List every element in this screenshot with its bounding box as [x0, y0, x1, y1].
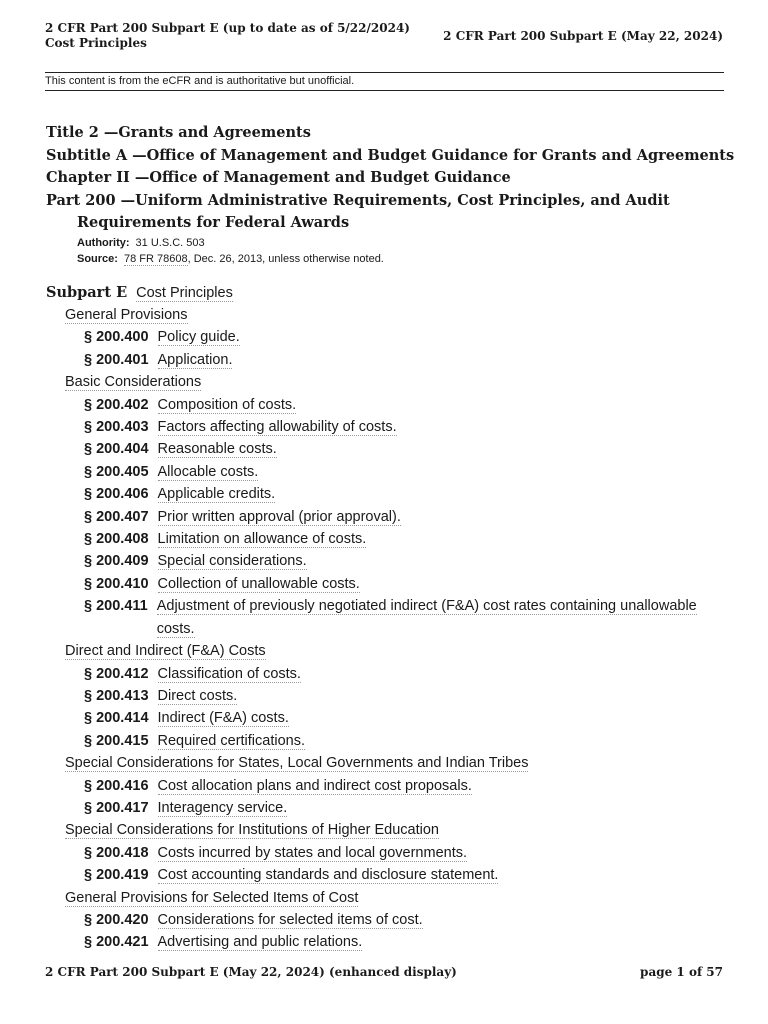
section-title-link[interactable]: Indirect (F&A) costs.	[157, 710, 289, 727]
toc-group-link[interactable]: General Provisions	[65, 307, 188, 323]
section-title-link[interactable]: Applicable credits.	[157, 486, 276, 503]
toc-group-link[interactable]: Special Considerations for States, Local Governments and Indian Tribes	[65, 755, 529, 772]
source-line	[77, 251, 736, 267]
section-number: § 200.406	[84, 486, 149, 503]
section-number: § 200.407	[84, 508, 149, 525]
source-label: Source:	[77, 252, 118, 265]
section-title-link[interactable]: Adjustment of previously negotiated indirect (F&A) cost rates containing unallowable costs.	[156, 598, 697, 637]
section-number: § 200.402	[84, 396, 149, 413]
chapter-heading: Chapter II —Office of Management and Budget Guidance	[46, 169, 511, 186]
subpart-heading	[46, 282, 726, 304]
table-of-contents	[46, 282, 726, 954]
section-title-link[interactable]: Cost accounting standards and disclosure statement.	[157, 867, 499, 884]
section-title-link[interactable]: Composition of costs.	[157, 396, 297, 413]
section-title-link[interactable]: Application.	[157, 351, 233, 368]
section-title-link[interactable]: Reasonable costs.	[157, 441, 277, 458]
subtitle-heading: Subtitle A —Office of Management and Budget Guidance for Grants and Agreements	[46, 146, 735, 164]
source-link[interactable]: 78 FR 78608	[123, 252, 188, 265]
section-number: § 200.410	[84, 575, 149, 592]
toc-section-row	[46, 685, 726, 707]
toc-section-row	[46, 730, 726, 752]
toc-section-row	[46, 550, 726, 572]
toc-section-row	[46, 528, 726, 550]
section-title-link[interactable]: Interagency service.	[157, 799, 288, 816]
section-title-link[interactable]: Considerations for selected items of cost.	[157, 911, 423, 928]
section-title-link[interactable]: Prior written approval (prior approval).	[157, 508, 401, 525]
toc-group-link[interactable]: Basic Considerations	[65, 374, 202, 391]
toc-groups	[46, 304, 726, 954]
ecfr-notice: This content is from the eCFR and is authoritative but unofficial.	[45, 72, 724, 91]
section-number: § 200.404	[84, 441, 149, 458]
section-number: § 200.418	[84, 844, 149, 861]
toc-section-row	[46, 707, 726, 729]
section-number: § 200.408	[84, 531, 149, 548]
toc-group-heading	[46, 887, 726, 909]
toc-group-link[interactable]: General Provisions for Selected Items of Cost	[65, 889, 359, 906]
section-number: § 200.412	[84, 665, 149, 682]
section-number: § 200.403	[84, 419, 149, 436]
section-number: § 200.419	[84, 867, 149, 884]
page-number: page 1 of 57	[640, 965, 723, 979]
toc-group-heading	[46, 640, 726, 662]
toc-section-row	[46, 394, 726, 416]
header-right: 2 CFR Part 200 Subpart E (May 22, 2024)	[443, 29, 723, 43]
toc-group-heading	[46, 304, 726, 326]
subpart-label: Subpart E	[46, 284, 128, 301]
footer-left: 2 CFR Part 200 Subpart E (May 22, 2024) (enhanced display)	[45, 965, 457, 979]
toc-group-heading	[46, 752, 726, 774]
toc-section-row	[46, 438, 726, 460]
toc-section-row	[46, 349, 726, 371]
section-title-link[interactable]: Allocable costs.	[157, 463, 259, 480]
section-number: § 200.405	[84, 463, 149, 480]
section-number: § 200.414	[84, 710, 149, 727]
section-number: § 200.415	[84, 732, 149, 749]
section-title-link[interactable]: Advertising and public relations.	[157, 934, 363, 951]
toc-section-row	[46, 842, 726, 864]
section-number: § 200.411	[84, 598, 148, 615]
part-heading: Part 200 —Uniform Administrative Requirements, Cost Principles, and Audit Requirements for Federal Awards	[46, 191, 670, 231]
toc-section-row	[46, 326, 726, 348]
toc-group-link[interactable]: Direct and Indirect (F&A) Costs	[65, 643, 266, 660]
authority-label: Authority:	[77, 236, 130, 249]
toc-section-row	[46, 506, 726, 528]
toc-section-row	[46, 864, 726, 886]
section-title-link[interactable]: Limitation on allowance of costs.	[157, 531, 367, 548]
source-rest: , Dec. 26, 2013, unless otherwise noted.	[187, 252, 384, 265]
section-title-link[interactable]: Classification of costs.	[157, 665, 301, 682]
toc-group-link[interactable]: Special Considerations for Institutions of Higher Education	[65, 822, 439, 839]
subpart-title-link[interactable]: Cost Principles	[136, 285, 233, 301]
section-title-link[interactable]: Special considerations.	[157, 553, 307, 570]
header-subpart-name: Cost Principles	[45, 36, 147, 50]
section-title-link[interactable]: Cost allocation plans and indirect cost proposals.	[157, 777, 472, 794]
section-number: § 200.416	[84, 777, 149, 794]
toc-section-row	[46, 663, 726, 685]
toc-section-row	[46, 775, 726, 797]
section-title-link[interactable]: Collection of unallowable costs.	[157, 575, 360, 592]
toc-section-row	[46, 595, 726, 640]
page-header-left	[45, 21, 410, 51]
hierarchy-block	[46, 122, 736, 267]
toc-section-row	[46, 909, 726, 931]
section-number: § 200.421	[84, 934, 149, 951]
section-number: § 200.413	[84, 687, 149, 704]
section-title-link[interactable]: Direct costs.	[157, 687, 238, 704]
title-heading: Title 2 —Grants and Agreements	[46, 124, 311, 141]
section-title-link[interactable]: Policy guide.	[157, 329, 240, 346]
toc-group-heading	[46, 819, 726, 841]
section-title-link[interactable]: Required certifications.	[157, 732, 306, 749]
toc-section-row	[46, 461, 726, 483]
header-document-title: 2 CFR Part 200 Subpart E (up to date as of 5/22/2024)	[45, 21, 410, 35]
section-title-link[interactable]: Factors affecting allowability of costs.	[157, 419, 397, 436]
section-number: § 200.401	[84, 351, 149, 368]
toc-section-row	[46, 416, 726, 438]
section-number: § 200.409	[84, 553, 149, 570]
toc-section-row	[46, 931, 726, 953]
toc-group-heading	[46, 371, 726, 393]
authority-value: 31 U.S.C. 503	[135, 236, 205, 249]
toc-section-row	[46, 797, 726, 819]
toc-section-row	[46, 483, 726, 505]
section-number: § 200.400	[84, 329, 149, 346]
authority-line	[77, 235, 736, 251]
section-number: § 200.417	[84, 799, 149, 816]
section-title-link[interactable]: Costs incurred by states and local governments.	[157, 844, 467, 861]
toc-section-row	[46, 573, 726, 595]
section-number: § 200.420	[84, 911, 149, 928]
